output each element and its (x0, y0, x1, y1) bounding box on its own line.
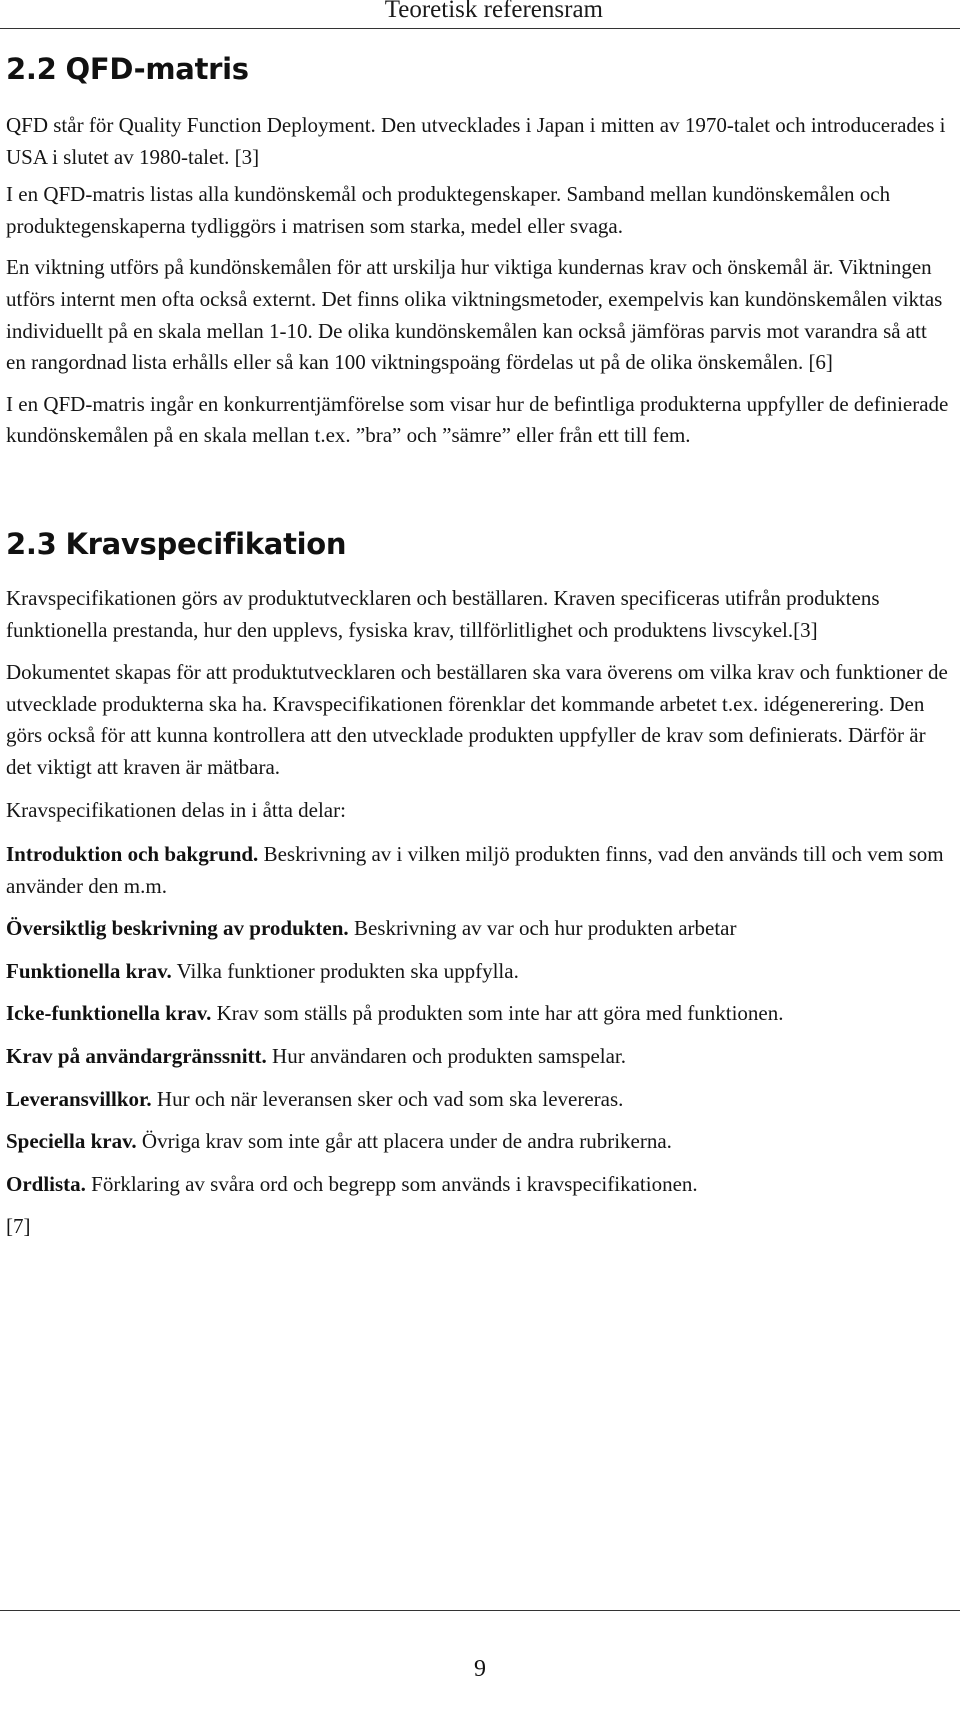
section-title: Kravspecifikation (65, 526, 347, 561)
section-title: QFD-matris (65, 52, 249, 86)
list-item (6, 839, 956, 902)
list-item-description: Vilka funktioner produkten ska uppfylla. (171, 958, 519, 983)
list-item (6, 1126, 956, 1158)
list-item-term: Krav på användargränssnitt. (6, 1044, 267, 1069)
paragraph: I en QFD-matris listas alla kundönskemål och produktegenskaper. Samband mellan kundönskemålen och produktegenskaperna tydliggörs i matrisen som starka, medel eller svaga. (6, 182, 891, 238)
list-item-description: Beskrivning av i vilken miljö produkten finns, vad den används till och vem som använder den m.m. (6, 842, 944, 898)
section-heading-qfd (6, 52, 956, 86)
list-item-description: Hur och när leveransen sker och vad som ska levereras. (151, 1086, 624, 1111)
paragraph: Dokumentet skapas för att produktutvecklaren och beställaren ska vara överens om vilka krav och funktioner de utvecklade produkterna ska ha. Kravspecifikationen förenklar det kommande arbetet t.ex. idégenerering. Den görs också för att kunna kontrollera att den utvecklade produkten uppfyller de krav som definierats. Därför är det viktigt att kraven är mätbara. (6, 660, 948, 779)
list-item-description: Krav som ställs på produkten som inte har att göra med funktionen. (211, 1001, 784, 1026)
list-item-term: Speciella krav. (6, 1129, 137, 1154)
paragraph: I en QFD-matris ingår en konkurrentjämförelse som visar hur de befintliga produkterna uppfyller de definierade kundönskemålen på en skala mellan t.ex. ”bra” och ”sämre” eller från ett till fem. (6, 391, 949, 448)
list-item (6, 998, 956, 1030)
list-item (6, 1169, 956, 1201)
list-item (6, 913, 956, 945)
paragraph: QFD står för Quality Function Deployment. Den utvecklades i Japan i mitten av 1970-talet och introducerades i USA i slutet av 1980-talet. [3] (6, 113, 946, 169)
page-content (6, 52, 956, 1243)
page-number: 9 (474, 1656, 486, 1682)
list-item-description: Övriga krav som inte går att placera under de andra rubrikerna. (136, 1129, 672, 1154)
citation: [7] (6, 1214, 31, 1239)
section-number: 2.2 (6, 52, 57, 86)
list-item-term: Leveransvillkor. (6, 1086, 152, 1111)
list-item-term: Icke-funktionella krav. (6, 1001, 212, 1026)
list-item (6, 1041, 956, 1073)
running-header (0, 0, 960, 30)
list-item-term: Introduktion och bakgrund. (6, 842, 259, 867)
running-header-title: Teoretisk referensram (384, 0, 603, 23)
header-divider (0, 28, 960, 29)
list-item-description: Beskrivning av var och hur produkten arbetar (348, 916, 737, 941)
list-item (6, 956, 956, 988)
footer-divider (0, 1610, 960, 1611)
list-item-description: Förklaring av svåra ord och begrepp som används i kravspecifikationen. (85, 1171, 698, 1196)
list-item-description: Hur användaren och produkten samspelar. (266, 1044, 627, 1069)
section-heading-kravspecifikation (6, 527, 956, 561)
list-item (6, 1084, 956, 1116)
list-item-term: Funktionella krav. (6, 958, 172, 983)
list-item-term: Översiktlig beskrivning av produkten. (6, 916, 349, 941)
paragraph: Kravspecifikationen delas in i åtta delar: (6, 797, 346, 822)
list-item-term: Ordlista. (6, 1171, 86, 1196)
section-number: 2.3 (6, 526, 57, 561)
paragraph: En viktning utförs på kundönskemålen för att urskilja hur viktiga kundernas krav och önskemål är. Viktningen utförs internt men ofta också externt. Det finns olika viktningsmetoder, exempelvis kan kundönskemålen viktas individuellt på en skala mellan 1-10. De olika kundönskemålen kan också jämföras parvis mot varandra så att en rangordnad lista erhålls eller så kan 100 viktningspoäng fördelas ut på de olika önskemålen. [6] (6, 255, 943, 375)
paragraph: Kravspecifikationen görs av produktutvecklaren och beställaren. Kraven specificeras utifrån produktens funktionella prestanda, hur den upplevs, fysiska krav, tillförlitlighet och produktens livscykel.[3] (6, 585, 880, 642)
